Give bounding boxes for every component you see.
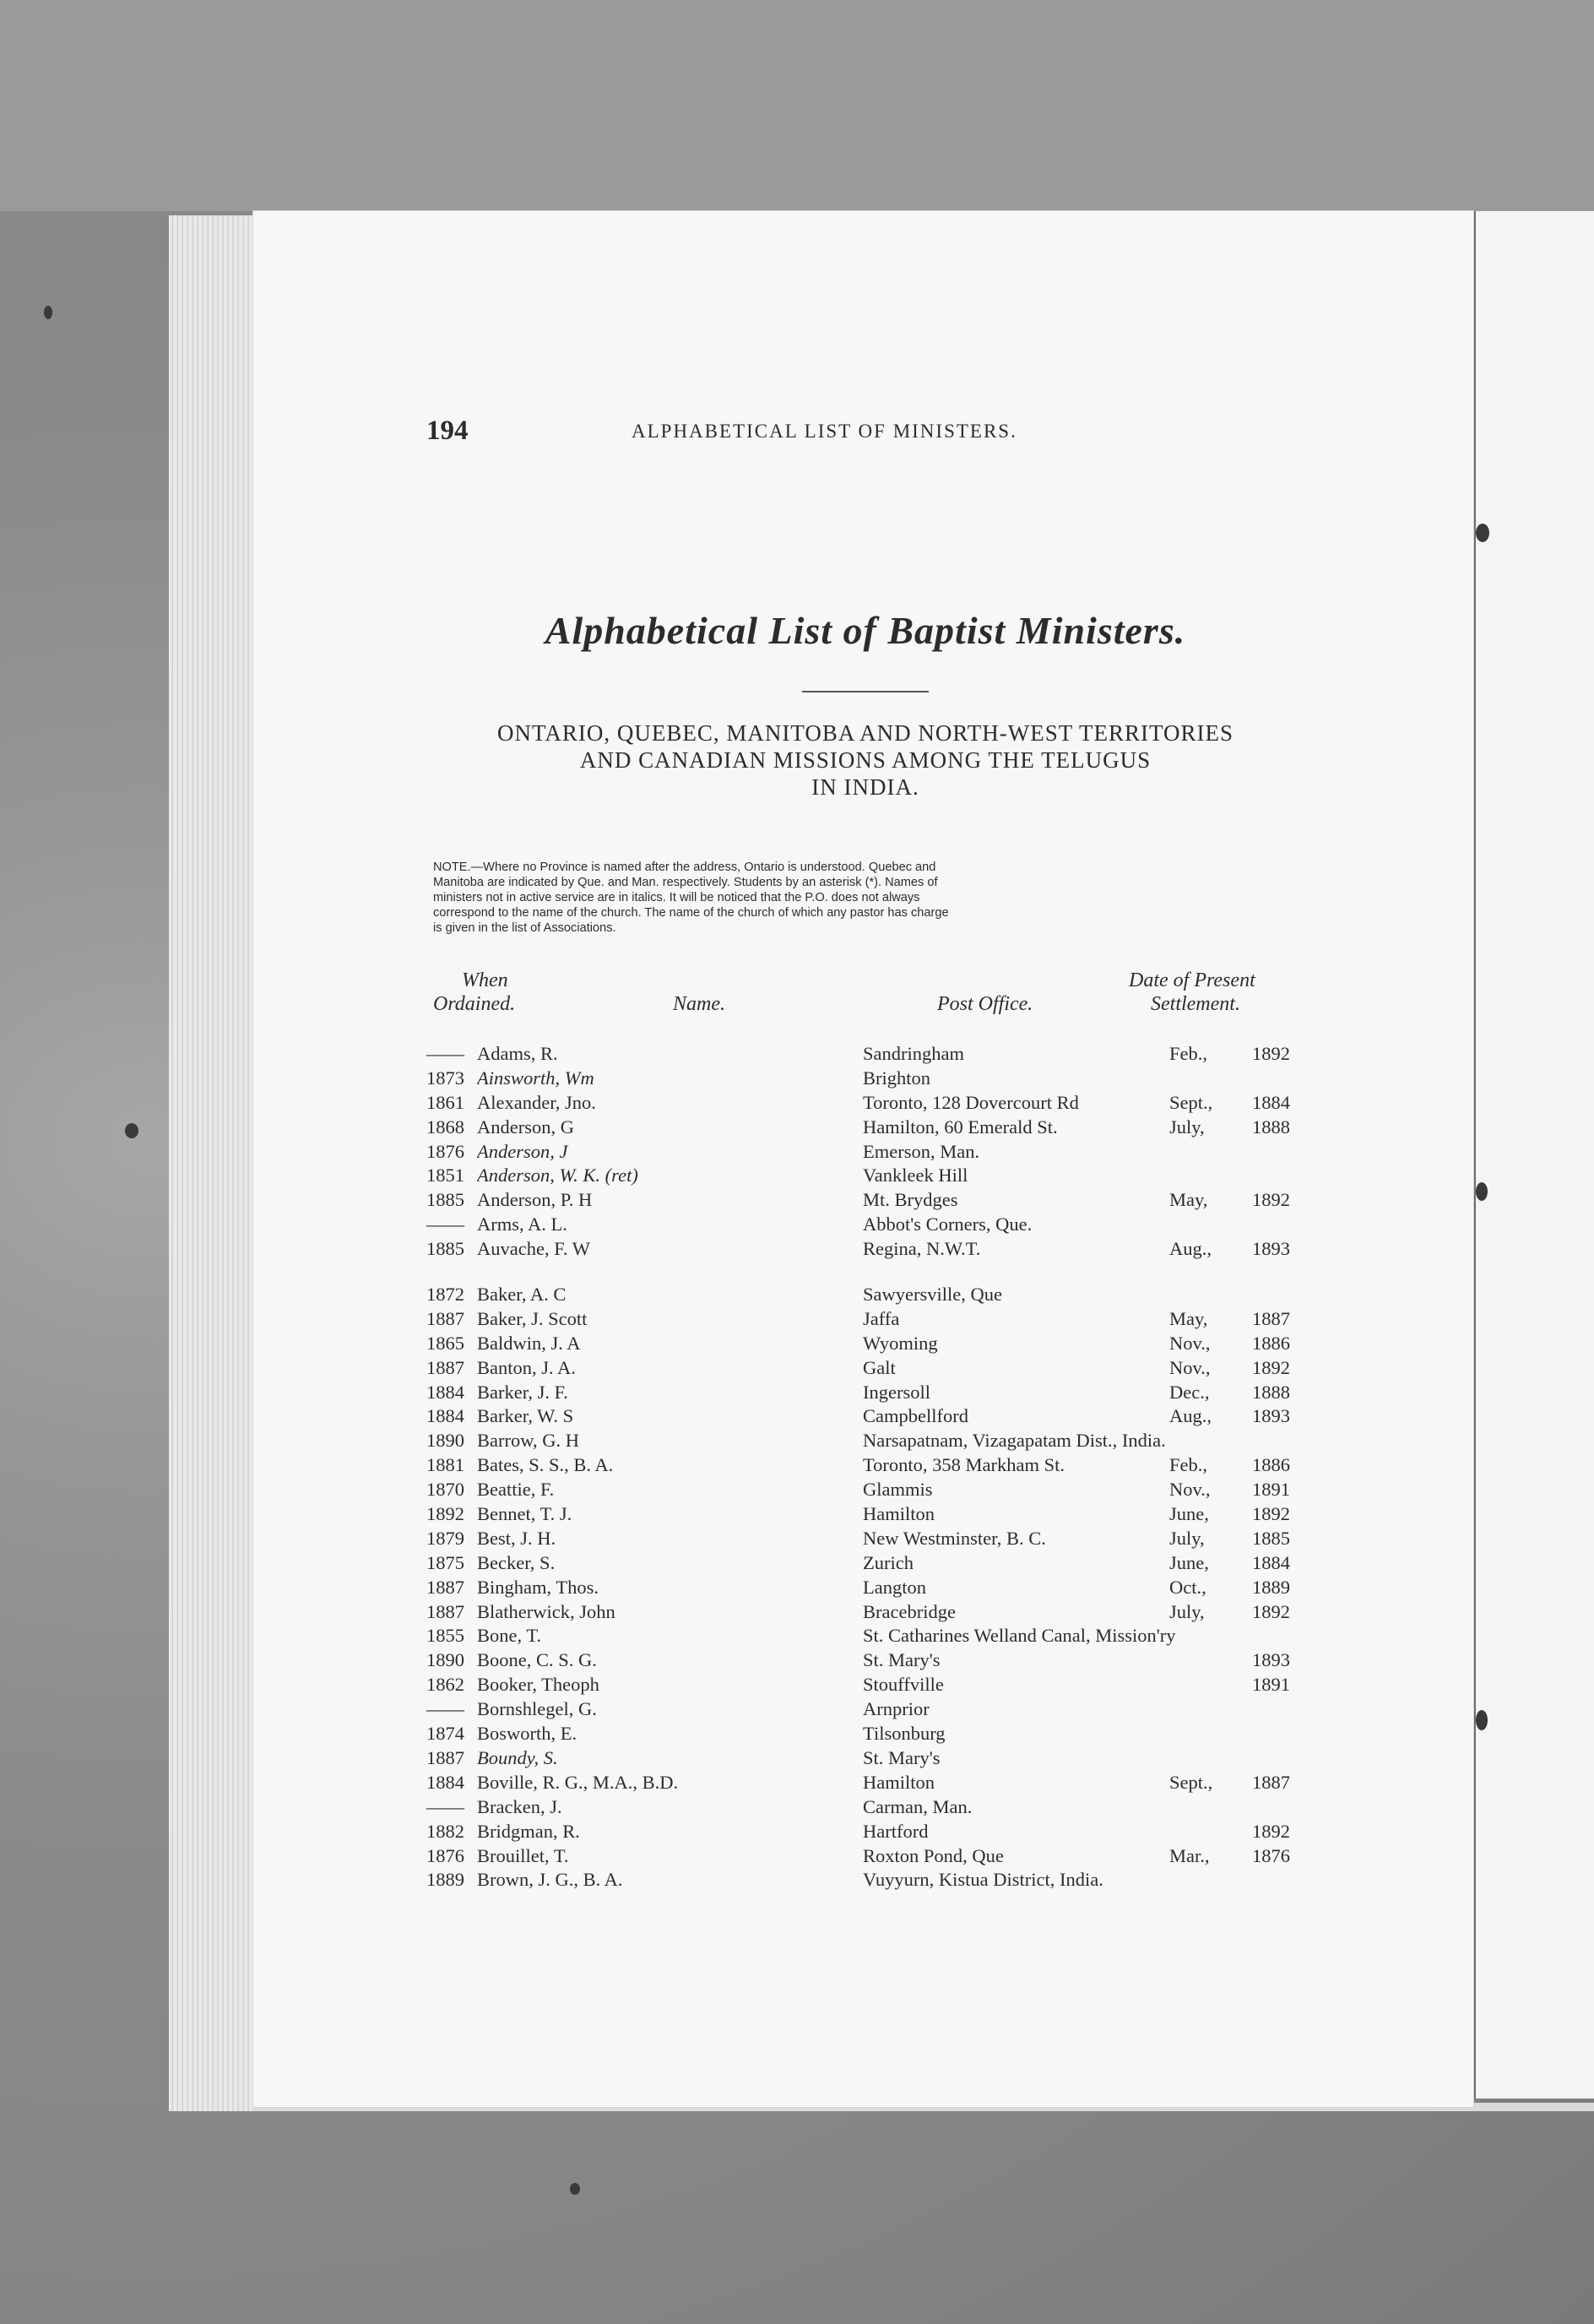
entry-post-office: Hartford	[863, 1820, 929, 1842]
entry-name: Bosworth, E.	[477, 1723, 577, 1745]
list-item	[426, 1796, 1304, 1821]
subtitle-line: ONTARIO, QUEBEC, MANITOBA AND NORTH-WEST TERRITORIES	[497, 720, 1233, 746]
list-item	[426, 1430, 1304, 1454]
entry-post-office: Carman, Man.	[863, 1795, 973, 1817]
entry-month: July,	[1169, 1527, 1205, 1549]
note-line: NOTE.—Where no Province is named after the address, Ontario is understood. Quebec and	[433, 861, 936, 874]
entry-post-office: Brighton	[863, 1067, 931, 1089]
facing-page-edge	[1473, 211, 1594, 2099]
entry-name: Boone, C. S. G.	[477, 1649, 597, 1671]
entry-name: Anderson, J	[477, 1140, 568, 1162]
page-number: 194	[426, 415, 469, 446]
entry-year: 1887	[426, 1746, 464, 1768]
entry-month: May,	[1169, 1189, 1208, 1211]
binding-mark	[1476, 524, 1489, 542]
list-item	[426, 1698, 1304, 1723]
title-rule	[802, 691, 929, 692]
entry-name: Blatherwick, John	[477, 1600, 615, 1622]
entry-post-office: St. Mary's	[863, 1649, 941, 1671]
list-item	[426, 1649, 1304, 1674]
entry-month: July,	[1169, 1600, 1205, 1622]
page-title: Alphabetical List of Baptist Ministers.	[545, 609, 1186, 652]
entry-settled-year: 1888	[1252, 1116, 1290, 1138]
entry-name: Barker, J. F.	[477, 1381, 568, 1403]
entry-year: 1875	[426, 1551, 464, 1573]
list-item	[426, 1552, 1304, 1577]
entry-settled-year: 1891	[1252, 1674, 1290, 1696]
entry-settled-year: 1893	[1252, 1238, 1290, 1260]
subtitle-line: IN INDIA.	[811, 774, 919, 800]
entry-year: 1861	[426, 1091, 464, 1113]
entry-post-office: Vuyyurn, Kistua District, India.	[863, 1869, 1103, 1891]
entry-year: 1885	[426, 1238, 464, 1260]
entry-name: Brouillet, T.	[477, 1844, 569, 1866]
entry-settled-year: 1885	[1252, 1527, 1290, 1549]
entry-settled-year: 1892	[1252, 1503, 1290, 1525]
list-item	[426, 1043, 1304, 1067]
note-line: is given in the list of Associations.	[433, 921, 616, 935]
entry-name: Best, J. H.	[477, 1527, 556, 1549]
note-line: correspond to the name of the church. The name of the church of which any pastor has charge	[433, 906, 949, 920]
list-item	[426, 1333, 1304, 1357]
entry-month: Nov.,	[1169, 1479, 1211, 1501]
entry-post-office: Roxton Pond, Que	[863, 1844, 1004, 1866]
list-item	[426, 1821, 1304, 1845]
entry-settled-year: 1892	[1252, 1189, 1290, 1211]
list-item	[426, 1067, 1304, 1092]
entry-year: 1865	[426, 1332, 464, 1354]
entry-year: 1884	[426, 1381, 464, 1403]
entry-settled-year: 1876	[1252, 1844, 1290, 1866]
entry-post-office: Sandringham	[863, 1043, 964, 1064]
entry-name: Bennet, T. J.	[477, 1503, 572, 1525]
entry-name: Anderson, P. H	[477, 1189, 593, 1211]
entry-settled-year: 1892	[1252, 1600, 1290, 1622]
column-headers	[426, 969, 1304, 1020]
entry-post-office: Toronto, 358 Markham St.	[863, 1454, 1065, 1476]
entry-month: Sept.,	[1169, 1771, 1213, 1793]
list-item	[426, 1189, 1304, 1214]
entry-year: 1890	[426, 1430, 464, 1452]
entry-post-office: Jaffa	[863, 1307, 900, 1329]
entry-settled-year: 1893	[1252, 1649, 1290, 1671]
entry-year: 1876	[426, 1844, 464, 1866]
list-item	[426, 1405, 1304, 1430]
list-item	[426, 1772, 1304, 1796]
list-item	[426, 1165, 1304, 1189]
col-post-office: Post Office.	[937, 993, 1033, 1015]
col-name: Name.	[673, 993, 725, 1015]
entry-name: Adams, R.	[477, 1043, 558, 1064]
dust-speck	[125, 1123, 138, 1138]
list-item	[426, 1454, 1304, 1479]
entry-month: May,	[1169, 1307, 1208, 1329]
entry-month: Aug.,	[1169, 1238, 1212, 1260]
entry-month: June,	[1169, 1503, 1209, 1525]
note-line: Manitoba are indicated by Que. and Man. respectively. Students by an asterisk (*). Names of	[433, 876, 938, 889]
entry-year: 1862	[426, 1674, 464, 1696]
entry-month: Nov.,	[1169, 1356, 1211, 1378]
entry-post-office: Abbot's Corners, Que.	[863, 1214, 1033, 1235]
running-head-title: ALPHABETICAL LIST OF MINISTERS.	[632, 421, 1017, 442]
entry-settled-year: 1891	[1252, 1479, 1290, 1501]
entry-settled-year: 1892	[1252, 1043, 1290, 1064]
entry-settled-year: 1886	[1252, 1332, 1290, 1354]
entry-name: Baker, A. C	[477, 1284, 567, 1306]
entry-settled-year: 1892	[1252, 1820, 1290, 1842]
subtitle	[422, 719, 1309, 801]
entry-settled-year: 1884	[1252, 1551, 1290, 1573]
scan-top-band	[0, 0, 1594, 211]
entry-month: Sept.,	[1169, 1091, 1213, 1113]
ministers-list	[426, 1043, 1304, 1893]
entry-year: 1870	[426, 1479, 464, 1501]
entry-post-office: Arnprior	[863, 1698, 930, 1720]
list-item	[426, 1308, 1304, 1333]
entry-post-office: Bracebridge	[863, 1600, 956, 1622]
entry-post-office: Langton	[863, 1576, 926, 1598]
list-item	[426, 1845, 1304, 1870]
entry-year: 1873	[426, 1067, 464, 1089]
entry-post-office: Stouffville	[863, 1674, 944, 1696]
entry-name: Auvache, F. W	[477, 1238, 591, 1260]
entry-post-office: St. Mary's	[863, 1746, 941, 1768]
entry-name: Barker, W. S	[477, 1405, 574, 1427]
list-item	[426, 1528, 1304, 1552]
entry-settled-year: 1887	[1252, 1771, 1290, 1793]
entry-name: Alexander, Jno.	[477, 1091, 596, 1113]
entry-month: June,	[1169, 1551, 1209, 1573]
entry-post-office: New Westminster, B. C.	[863, 1527, 1046, 1549]
entry-year: ——	[426, 1043, 464, 1064]
entry-name: Bingham, Thos.	[477, 1576, 599, 1598]
entry-name: Banton, J. A.	[477, 1356, 576, 1378]
list-item	[426, 1674, 1304, 1698]
subtitle-line: AND CANADIAN MISSIONS AMONG THE TELUGUS	[579, 747, 1152, 773]
entry-month: Feb.,	[1169, 1454, 1207, 1476]
entry-year: 1855	[426, 1625, 464, 1647]
entry-year: 1885	[426, 1189, 464, 1211]
entry-name: Anderson, G	[477, 1116, 574, 1138]
list-item	[426, 1869, 1304, 1893]
page-edges	[169, 215, 262, 2111]
entry-settled-year: 1889	[1252, 1576, 1290, 1598]
list-item	[426, 1747, 1304, 1772]
entry-year: 1882	[426, 1820, 464, 1842]
entry-year: 1874	[426, 1723, 464, 1745]
list-item	[426, 1723, 1304, 1747]
entry-name: Baker, J. Scott	[477, 1307, 588, 1329]
entry-name: Boville, R. G., M.A., B.D.	[477, 1771, 679, 1793]
entry-post-office: Galt	[863, 1356, 896, 1378]
entry-post-office: Sawyersville, Que	[863, 1284, 1002, 1306]
dust-speck	[44, 306, 52, 319]
list-item	[426, 1116, 1304, 1141]
entry-year: 1887	[426, 1307, 464, 1329]
list-item	[426, 1284, 1304, 1308]
entry-post-office: Hamilton	[863, 1771, 935, 1793]
entry-name: Boundy, S.	[477, 1746, 558, 1768]
col-date-of: Date of Present	[1129, 969, 1255, 991]
entry-post-office: Ingersoll	[863, 1381, 930, 1403]
entry-name: Becker, S.	[477, 1551, 556, 1573]
entry-name: Anderson, W. K. (ret)	[477, 1165, 638, 1186]
entry-settled-year: 1892	[1252, 1356, 1290, 1378]
entry-settled-year: 1886	[1252, 1454, 1290, 1476]
entry-post-office: St. Catharines Welland Canal, Mission'ry	[863, 1625, 1176, 1647]
entry-post-office: Narsapatnam, Vizagapatam Dist., India.	[863, 1430, 1166, 1452]
entry-post-office: Hamilton	[863, 1503, 935, 1525]
entry-name: Bates, S. S., B. A.	[477, 1454, 614, 1476]
list-item	[426, 1503, 1304, 1528]
entry-year: 1851	[426, 1165, 464, 1186]
entry-post-office: Toronto, 128 Dovercourt Rd	[863, 1091, 1079, 1113]
list-item	[426, 1601, 1304, 1626]
list-item	[426, 1577, 1304, 1601]
entry-name: Brown, J. G., B. A.	[477, 1869, 623, 1891]
entry-post-office: Zurich	[863, 1551, 914, 1573]
entry-year: 1872	[426, 1284, 464, 1306]
entry-name: Baldwin, J. A	[477, 1332, 581, 1354]
list-item	[426, 1479, 1304, 1503]
entry-month: Oct.,	[1169, 1576, 1206, 1598]
entry-post-office: Campbellford	[863, 1405, 968, 1427]
entry-settled-year: 1888	[1252, 1381, 1290, 1403]
entry-month: Feb.,	[1169, 1043, 1207, 1064]
col-ordained: Ordained.	[433, 993, 516, 1015]
entry-name: Bracken, J.	[477, 1795, 562, 1817]
entry-year: 1890	[426, 1649, 464, 1671]
entry-year: 1884	[426, 1771, 464, 1793]
entry-year: 1881	[426, 1454, 464, 1476]
entry-month: Aug.,	[1169, 1405, 1212, 1427]
binding-mark	[1476, 1182, 1488, 1201]
entry-post-office: Mt. Brydges	[863, 1189, 958, 1211]
list-item	[426, 1092, 1304, 1116]
entry-month: Mar.,	[1169, 1844, 1210, 1866]
entry-post-office: Tilsonburg	[863, 1723, 946, 1745]
entry-year: 1876	[426, 1140, 464, 1162]
entry-month: Nov.,	[1169, 1332, 1211, 1354]
entry-name: Bornshlegel, G.	[477, 1698, 597, 1720]
entry-post-office: Regina, N.W.T.	[863, 1238, 981, 1260]
entry-post-office: Vankleek Hill	[863, 1165, 968, 1186]
entry-name: Beattie, F.	[477, 1479, 555, 1501]
entry-name: Bridgman, R.	[477, 1820, 580, 1842]
col-when: When	[462, 969, 508, 991]
entry-settled-year: 1887	[1252, 1307, 1290, 1329]
binding-mark	[1476, 1710, 1488, 1730]
entry-name: Ainsworth, Wm	[477, 1067, 594, 1089]
entry-post-office: Emerson, Man.	[863, 1140, 980, 1162]
entry-month: Dec.,	[1169, 1381, 1210, 1403]
note-paragraph	[433, 860, 1294, 936]
entry-post-office: Wyoming	[863, 1332, 938, 1354]
entry-post-office: Hamilton, 60 Emerald St.	[863, 1116, 1058, 1138]
list-item	[426, 1357, 1304, 1382]
entry-year: ——	[426, 1795, 464, 1817]
list-item	[426, 1382, 1304, 1406]
entry-settled-year: 1893	[1252, 1405, 1290, 1427]
entry-year: 1884	[426, 1405, 464, 1427]
entry-post-office: Glammis	[863, 1479, 933, 1501]
entry-year: 1879	[426, 1527, 464, 1549]
list-item	[426, 1214, 1304, 1238]
entry-year: 1892	[426, 1503, 464, 1525]
entry-name: Booker, Theoph	[477, 1674, 599, 1696]
entry-year: 1887	[426, 1576, 464, 1598]
entry-year: 1887	[426, 1600, 464, 1622]
list-item	[426, 1238, 1304, 1262]
entry-name: Bone, T.	[477, 1625, 542, 1647]
entry-settled-year: 1884	[1252, 1091, 1290, 1113]
entry-year: ——	[426, 1698, 464, 1720]
col-settlement: Settlement.	[1151, 993, 1240, 1015]
note-line: ministers not in active service are in italics. It will be noticed that the P.O. does not always	[433, 891, 920, 904]
entry-year: 1887	[426, 1356, 464, 1378]
dust-speck	[570, 2183, 580, 2195]
entry-name: Barrow, G. H	[477, 1430, 580, 1452]
list-item	[426, 1141, 1304, 1165]
entry-month: July,	[1169, 1116, 1205, 1138]
entry-name: Arms, A. L.	[477, 1214, 567, 1235]
list-item	[426, 1625, 1304, 1649]
entry-year: ——	[426, 1214, 464, 1235]
entry-year: 1889	[426, 1869, 464, 1891]
entry-year: 1868	[426, 1116, 464, 1138]
